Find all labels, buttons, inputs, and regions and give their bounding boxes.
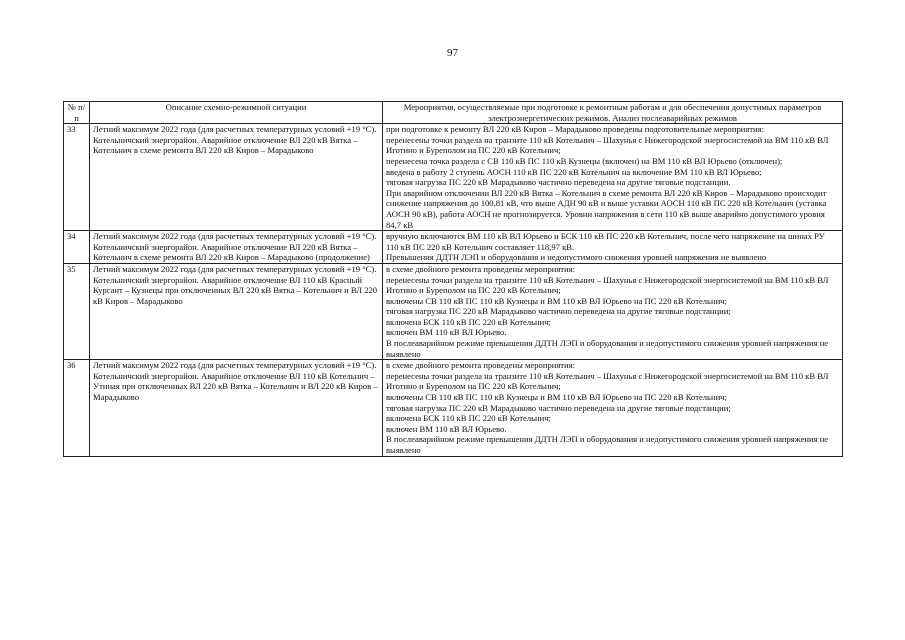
- measure-line: перенесены точки раздела на транзите 110 кВ Котельнич – Шахунья с Нижегородской энергосистемой на ВМ 110 кВ ВЛ Иготино и Буреполом на ПС 220 кВ Котельнич;: [386, 134, 829, 156]
- row-measures: [383, 360, 843, 456]
- measure-line: вручную включаются ВМ 110 кВ ВЛ Юрьево и БСК 110 кВ ПС 220 кВ Котельнич, после чего напряжение на шинах РУ 110 кВ ПС 220 кВ Котельнич составляет 118,97 кВ.: [386, 231, 825, 252]
- header-description: Описание схемно-режимной ситуации: [90, 102, 383, 124]
- row-description: Летний максимум 2022 года (для расчетных температурных условий +19 °С). Котельничский энергорайон. Аварийное отключение ВЛ 220 кВ Вятка – Котельнич в схеме ремонта ВЛ 220 кВ Киров – Марадыково: [90, 124, 383, 231]
- measure-line: включены СВ 110 кВ ПС 110 кВ Кузнецы и ВМ 110 кВ ВЛ Юрьево на ПС 220 кВ Котельнич;: [386, 295, 727, 306]
- measure-line: Превышения ДДТН ЛЭП и оборудования и недопустимого снижения уровней напряжения не выявлено: [386, 252, 767, 263]
- row-measures: [383, 231, 843, 264]
- measure-line: включен ВМ 110 кВ ВЛ Юрьево.: [386, 423, 507, 434]
- measure-line: тяговая нагрузка ПС 220 кВ Марадыково частично переведена на другие тяговые подстанции.: [386, 177, 731, 188]
- measure-line: перенесены точки раздела на транзите 110 кВ Котельнич – Шахунья с Нижегородской энергосистемой на ВМ 110 кВ ВЛ Иготино и Буреполом на ПС 220 кВ Котельнич;: [386, 370, 829, 392]
- scenario-table: [63, 101, 843, 457]
- header-num: № п/п: [64, 102, 90, 124]
- measure-line: В послеаварийном режиме превышения ДДТН ЛЭП и оборудования и недопустимого снижения уровней напряжения не выявлено: [386, 434, 829, 455]
- row-description: Летний максимум 2022 года (для расчетных температурных условий +19 °С). Котельничский энергорайон. Аварийное отключение ВЛ 220 кВ Вятка – Котельнич в схеме ремонта ВЛ 220 кВ Киров – Марадыково (продолжение): [90, 231, 383, 264]
- measure-line: включена БСК 110 кВ ПС 220 кВ Котельнич;: [386, 413, 551, 424]
- table-row: [64, 124, 843, 231]
- measure-line: В послеаварийном режиме превышения ДДТН ЛЭП и оборудования и недопустимого снижения уровней напряжения не выявлено: [386, 338, 829, 359]
- table-row: [64, 263, 843, 359]
- measure-line: При аварийном отключении ВЛ 220 кВ Вятка – Котельнич в схеме ремонта ВЛ 220 кВ Киров – Марадыково происходит снижение напряжения до 100,81 кВ, что выше АДН 90 кВ и выше уставки АОСН 110 кВ ПС 220 кВ Котельнич (уставка АОСН 90 кВ), работа АОСН не прогнозируется. Уровни напряжения в сети 110 кВ выше аварийно допустимого уровня 84,7 кВ: [386, 187, 827, 230]
- page-number: 97: [447, 47, 458, 59]
- measure-line: включен ВМ 110 кВ ВЛ Юрьево.: [386, 327, 507, 338]
- table-row: [64, 360, 843, 456]
- row-number: 34: [64, 231, 90, 264]
- table-row: [64, 231, 843, 264]
- row-number: 33: [64, 124, 90, 231]
- measure-line: перенесена точка раздела с СВ 110 кВ ПС 110 кВ Кузнецы (включен) на ВМ 110 кВ ВЛ Юрьево (отключен);: [386, 155, 783, 166]
- measure-line: тяговая нагрузка ПС 220 кВ Марадыково частично переведена на другие тяговые подстанции;: [386, 306, 731, 317]
- measure-line: введена в работу 2 ступень АОСН 110 кВ ПС 220 кВ Котельнич на включение ВМ 110 кВ ВЛ Юрьево;: [386, 166, 762, 177]
- row-measures: [383, 263, 843, 359]
- row-measures: [383, 124, 843, 231]
- measure-line: включена БСК 110 кВ ПС 220 кВ Котельнич;: [386, 316, 551, 327]
- measure-line: в схеме двойного ремонта проведены мероприятия:: [386, 263, 575, 274]
- measure-line: в схеме двойного ремонта проведены мероприятия:: [386, 360, 575, 371]
- row-number: 35: [64, 263, 90, 359]
- header-measures: Мероприятия, осуществляемые при подготовке к ремонтным работам и для обеспечения допустимых параметров электроэнергетических режимов. Анализ послеаварийных режимов: [383, 102, 843, 124]
- row-description: Летний максимум 2022 года (для расчетных температурных условий +19 °С). Котельничский энергорайон. Аварийное отключение ВЛ 110 кВ Красный Курсант – Кузнецы при отключенных ВЛ 220 кВ Вятка – Котельнич и ВЛ 220 кВ Киров – Марадыково: [90, 263, 383, 359]
- row-description: Летний максимум 2022 года (для расчетных температурных условий +19 °С). Котельничский энергорайон. Аварийное отключение ВЛ 110 кВ Котельнич – Утиная при отключенных ВЛ 220 кВ Вятка – Котельнич и ВЛ 220 кВ Киров – Марадыково: [90, 360, 383, 456]
- measure-line: включены СВ 110 кВ ПС 110 кВ Кузнецы и ВМ 110 кВ ВЛ Юрьево на ПС 220 кВ Котельнич;: [386, 392, 727, 403]
- row-number: 36: [64, 360, 90, 456]
- table-header-row: [64, 102, 843, 124]
- measure-line: при подготовке к ремонту ВЛ 220 кВ Киров – Марадыково проведены подготовительные мероприятия:: [386, 124, 765, 135]
- measure-line: тяговая нагрузка ПС 220 кВ Марадыково частично переведена на другие тяговые подстанции;: [386, 402, 731, 413]
- measure-line: перенесены точки раздела на транзите 110 кВ Котельнич – Шахунья с Нижегородской энергосистемой на ВМ 110 кВ ВЛ Иготино и Буреполом на ПС 220 кВ Котельнич;: [386, 274, 829, 296]
